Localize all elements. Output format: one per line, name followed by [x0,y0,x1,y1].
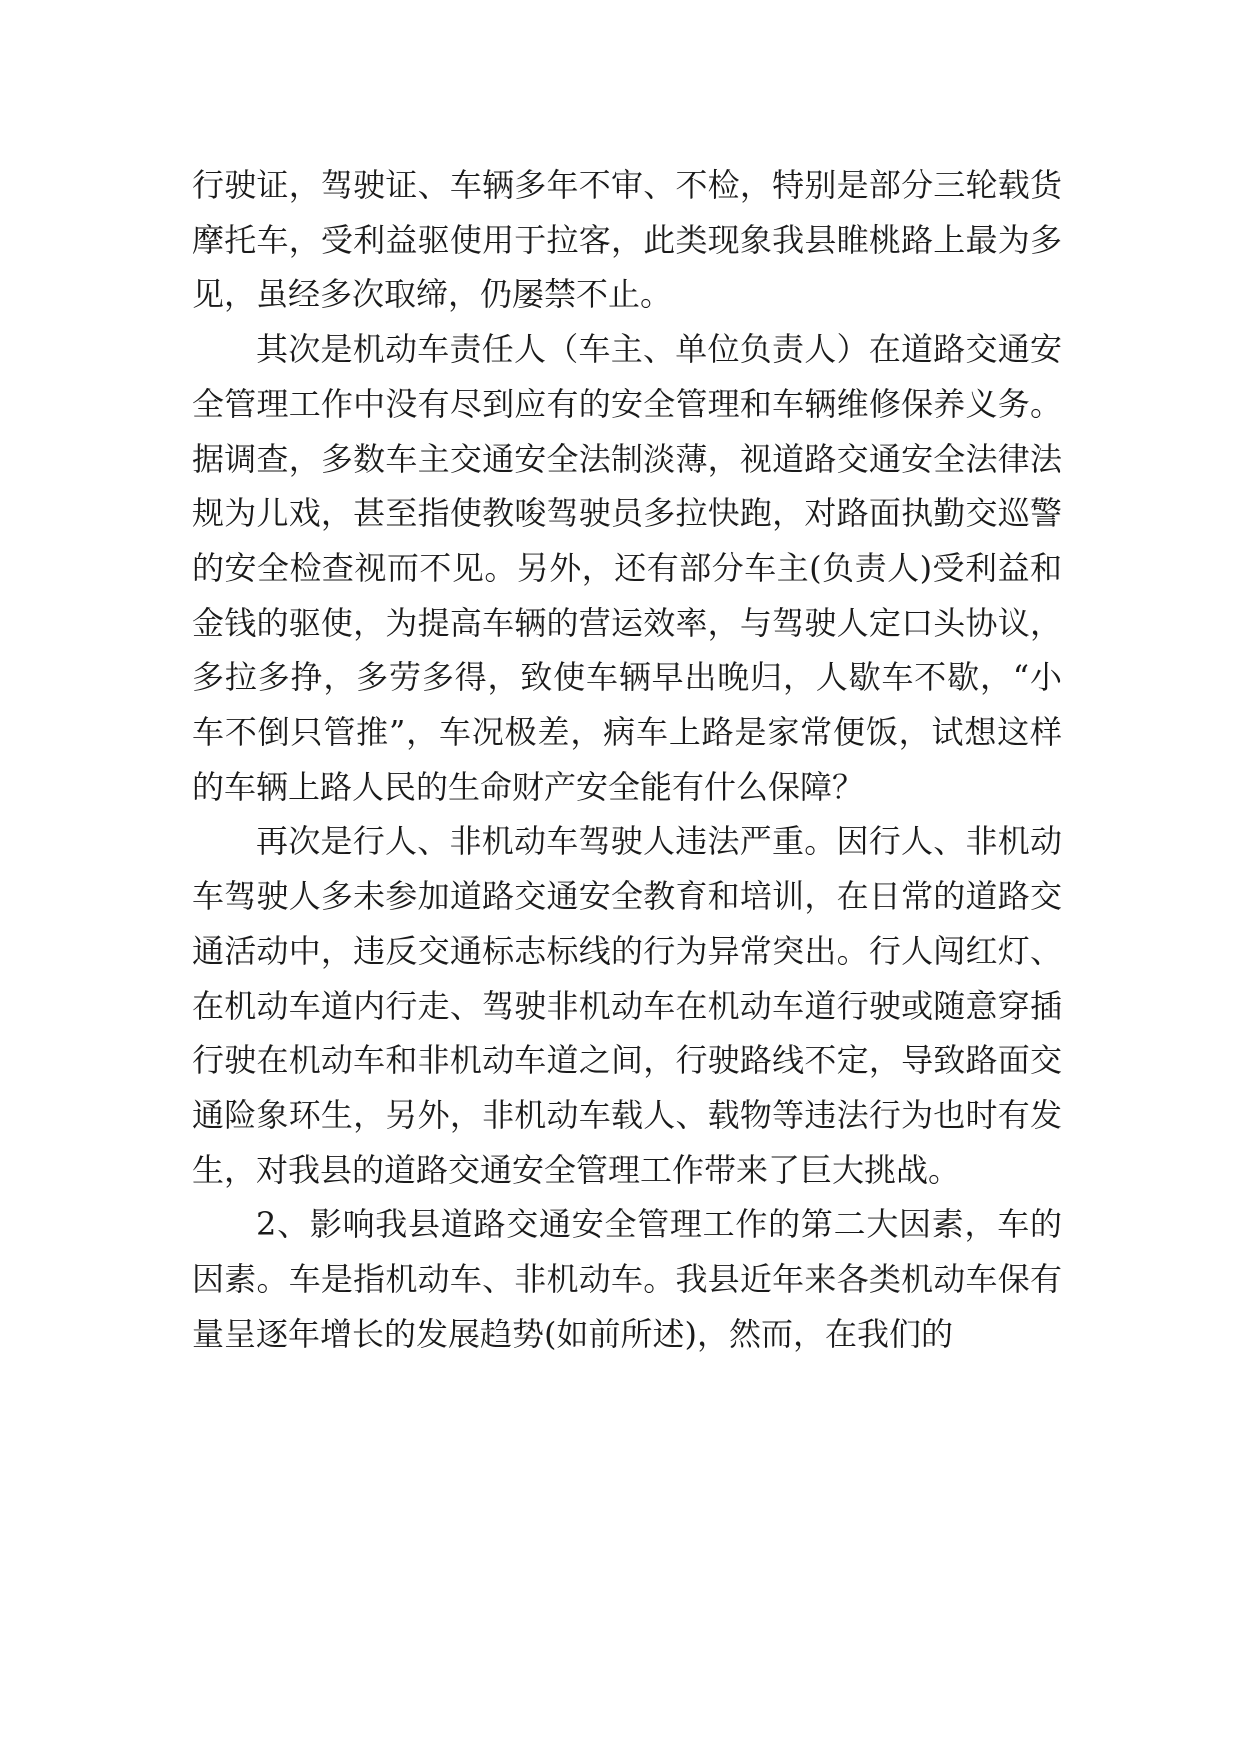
paragraph-continuation: 行驶证，驾驶证、车辆多年不审、不检，特别是部分三轮载货摩托车，受利益驱使用于拉客，此类现象我县睢桃路上最为多见，虽经多次取缔，仍屡禁不止。 [192,166,1062,314]
paragraph-vehicle-owner-responsibility: 其次是机动车责任人（车主、单位负责人）在道路交通安全管理工作中没有尽到应有的安全管理和车辆维修保养义务。据调查，多数车主交通安全法制淡薄，视道路交通安全法律法规为儿戏，甚至指使教唆驾驶员多拉快跑，对路面执勤交巡警的安全检查视而不见。另外，还有部分车主(负责人)受利益和金钱的驱使，为提高车辆的营运效率，与驾驶人定口头协议，多拉多挣，多劳多得，致使车辆早出晚归，人歇车不歇，“小车不倒只管推”，车况极差，病车上路是家常便饭，试想这样的车辆上路人民的生命财产安全能有什么保障？ [192,330,1062,806]
paragraph-vehicle-factor: 2、影响我县道路交通安全管理工作的第二大因素，车的因素。车是指机动车、非机动车。我县近年来各类机动车保有量呈逐年增长的发展趋势(如前所述)，然而，在我们的 [192,1205,1062,1353]
document-body [192,158,1062,1361]
paragraph-pedestrian-violations: 再次是行人、非机动车驾驶人违法严重。因行人、非机动车驾驶人多未参加道路交通安全教育和培训，在日常的道路交通活动中，违反交通标志标线的行为异常突出。行人闯红灯、在机动车道内行走、驾驶非机动车在机动车道行驶或随意穿插行驶在机动车和非机动车道之间，行驶路线不定，导致路面交通险象环生，另外，非机动车载人、载物等违法行为也时有发生，对我县的道路交通安全管理工作带来了巨大挑战。 [192,822,1062,1189]
